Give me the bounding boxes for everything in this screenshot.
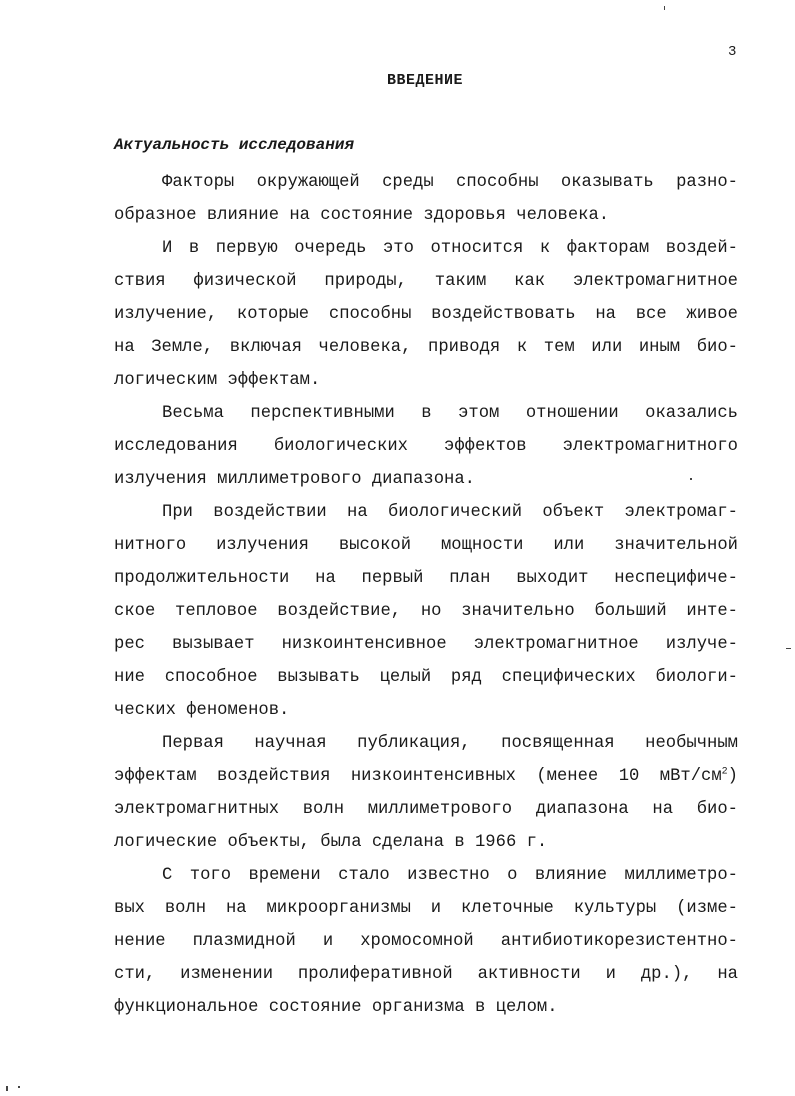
text-line: Факторы окружающей среды способны оказывать разно- (162, 173, 738, 192)
line-text: эффектам воздействия низкоинтенсивных (менее 10 мВт/см (114, 767, 722, 786)
scan-speck (6, 1086, 8, 1091)
scan-speck (690, 478, 692, 480)
text-line: образное влияние на состояние здоровья человека. (114, 206, 610, 225)
text-line: С того времени стало известно о влияние миллиметро- (162, 866, 738, 885)
scan-speck (18, 1086, 20, 1088)
text-line-with-superscript (114, 760, 738, 793)
text-line: исследования биологических эффектов электромагнитного (114, 437, 738, 456)
text-line: логическим эффектам. (114, 371, 321, 390)
page-number: 3 (728, 44, 737, 60)
text-line: ствия физической природы, таким как электромагнитное (114, 272, 738, 291)
text-line: нитного излучения высокой мощности или значительной (114, 536, 738, 555)
text-line: И в первую очередь это относится к факторам воздей- (162, 239, 738, 258)
text-line: нение плазмидной и хромосомной антибиотикорезистентно- (114, 932, 738, 951)
text-line: электромагнитных волн миллиметрового диапазона на био- (114, 800, 738, 819)
text-line: ское тепловое воздействие, но значительно больший инте- (114, 602, 738, 621)
paragraph-3 (114, 397, 738, 496)
scan-speck (664, 6, 665, 10)
body-text (114, 166, 738, 1024)
superscript-exponent: 2 (721, 766, 728, 778)
section-heading: Актуальность исследования (114, 136, 355, 154)
paragraph-6 (114, 859, 738, 1024)
text-line: Первая научная публикация, посвященная необычным (162, 734, 738, 753)
text-line: рес вызывает низкоинтенсивное электромагнитное излуче- (114, 635, 738, 654)
text-line: логические объекты, была сделана в 1966 г. (114, 833, 548, 852)
page-title: ВВЕДЕНИЕ (386, 72, 463, 89)
text-line: ческих феноменов. (114, 701, 290, 720)
text-line: сти, изменении пролиферативной активности и др.), на (114, 965, 738, 984)
text-line: излучения миллиметрового диапазона. (114, 470, 475, 489)
text-line: продолжительности на первый план выходит неспецифиче- (114, 569, 738, 588)
paragraph-4 (114, 496, 738, 727)
text-line: на Земле, включая человека, приводя к тем или иным био- (114, 338, 738, 357)
paragraph-2 (114, 232, 738, 397)
text-line: Весьма перспективными в этом отношении оказались (162, 404, 738, 423)
closing-paren: ) (727, 767, 738, 786)
paragraph-1 (114, 166, 738, 232)
text-line: излучение, которые способны воздействовать на все живое (114, 305, 738, 324)
paragraph-5 (114, 727, 738, 859)
scan-speck (786, 648, 791, 649)
text-line: вых волн на микроорганизмы и клеточные культуры (изме- (114, 899, 738, 918)
text-line: При воздействии на биологический объект электромаг- (162, 503, 738, 522)
text-line: ние способное вызывать целый ряд специфических биологи- (114, 668, 738, 687)
text-line: функциональное состояние организма в целом. (114, 998, 558, 1017)
